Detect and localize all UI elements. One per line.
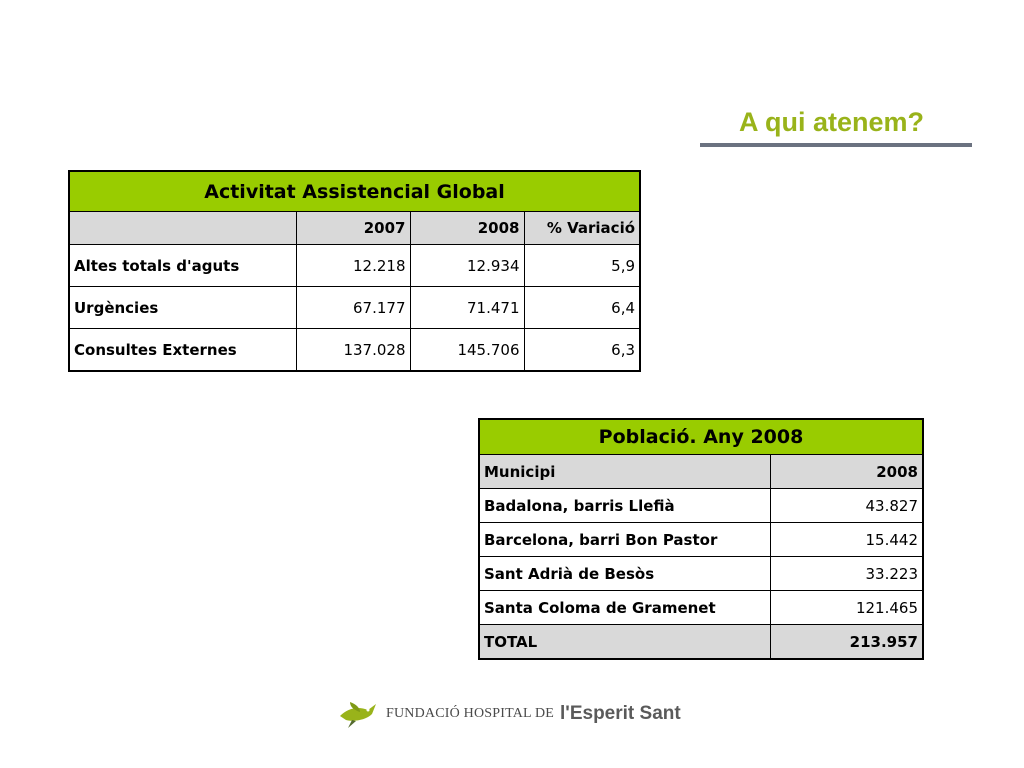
population-header-2008: 2008 [770, 455, 923, 489]
municipality-name: Sant Adrià de Besòs [479, 557, 770, 591]
activity-header-2007: 2007 [296, 212, 410, 245]
cell-2008: 71.471 [410, 287, 524, 329]
cell-variation: 6,3 [524, 329, 640, 372]
population-value: 43.827 [770, 489, 923, 523]
page-title: A qui atenem? [738, 107, 924, 137]
population-table-caption: Població. Any 2008 [479, 419, 923, 455]
logo-small-text: FUNDACIÓ HOSPITAL DE [386, 706, 555, 721]
activity-table [68, 170, 641, 372]
row-label: Consultes Externes [69, 329, 296, 372]
cell-2007: 67.177 [296, 287, 410, 329]
population-table [478, 418, 924, 660]
cell-variation: 5,9 [524, 245, 640, 287]
table-row [479, 557, 923, 591]
municipality-name: Barcelona, barri Bon Pastor [479, 523, 770, 557]
cell-2007: 12.218 [296, 245, 410, 287]
bird-logo-icon [338, 698, 378, 730]
total-row [479, 625, 923, 660]
table-row [479, 489, 923, 523]
activity-header-2008: 2008 [410, 212, 524, 245]
population-value: 33.223 [770, 557, 923, 591]
cell-2008: 145.706 [410, 329, 524, 372]
population-value: 121.465 [770, 591, 923, 625]
table-row [69, 287, 640, 329]
cell-2007: 137.028 [296, 329, 410, 372]
table-row [69, 329, 640, 372]
activity-header-empty [69, 212, 296, 245]
municipality-name: Badalona, barris Llefià [479, 489, 770, 523]
row-label: Urgències [69, 287, 296, 329]
cell-variation: 6,4 [524, 287, 640, 329]
cell-2008: 12.934 [410, 245, 524, 287]
foundation-logo [338, 694, 681, 734]
table-row [479, 591, 923, 625]
total-label: TOTAL [479, 625, 770, 660]
population-header-municipality: Municipi [479, 455, 770, 489]
title-underline [700, 143, 972, 147]
table-row [479, 523, 923, 557]
total-value: 213.957 [770, 625, 923, 660]
activity-header-variation: % Variació [524, 212, 640, 245]
table-row [69, 245, 640, 287]
row-label: Altes totals d'aguts [69, 245, 296, 287]
municipality-name: Santa Coloma de Gramenet [479, 591, 770, 625]
logo-big-text: l'Esperit Sant [560, 703, 681, 724]
population-value: 15.442 [770, 523, 923, 557]
activity-table-caption: Activitat Assistencial Global [69, 171, 640, 212]
